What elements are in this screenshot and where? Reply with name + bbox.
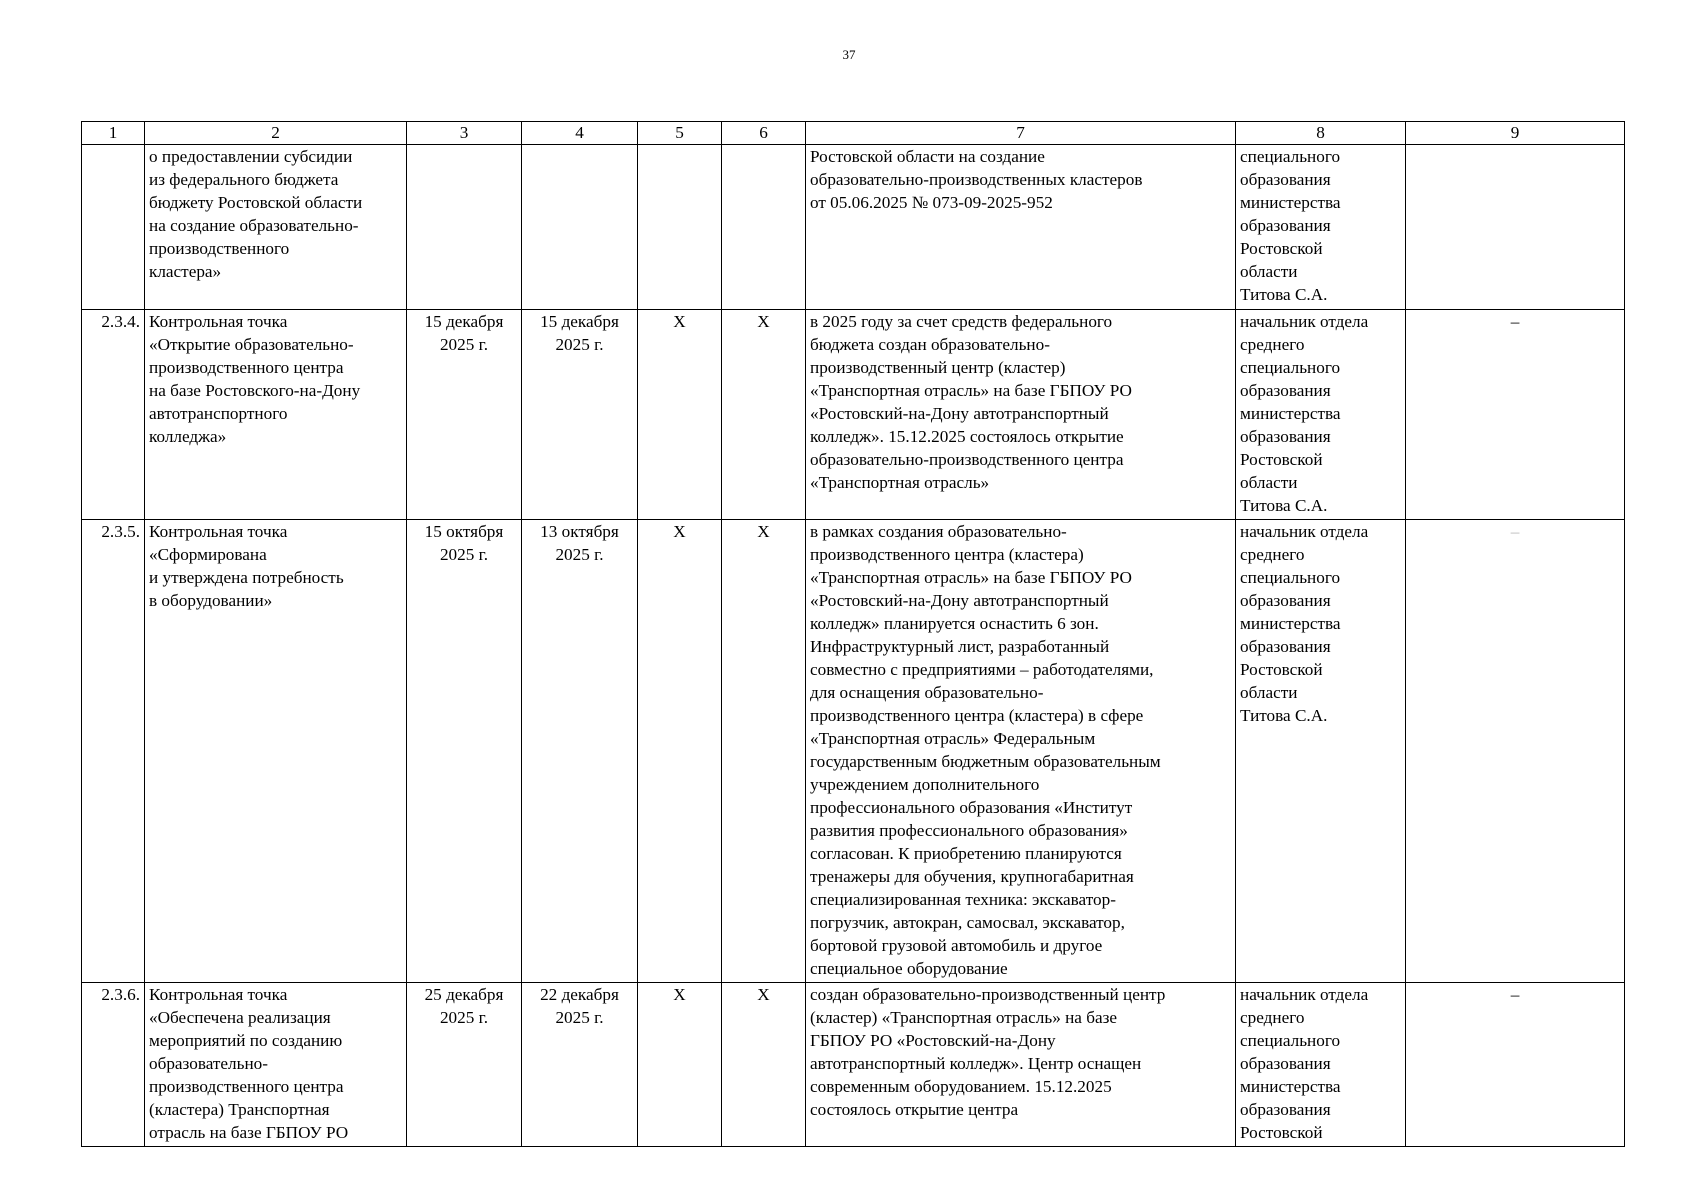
control-point-name: Контрольная точка «Обеспечена реализация мероприятий по созданию образовательно- производственного центра (кластера) Транспортная отрасль на базе ГБПОУ РО	[145, 983, 407, 1147]
actual-date: 15 декабря 2025 г.	[522, 310, 638, 520]
result-description: в рамках создания образовательно- производственного центра (кластера) «Транспортная отрасль» на базе ГБПОУ РО «Ростовский-на-Дону автотранспортный колледж» планируется оснастить 6 зон. Инфраструктурный лист, разработанный совместно с предприятиями – работодателями, для оснащения образовательно- производственного центра (кластера) в сфере «Транспортная отрасль» Федеральным государственным бюджетным образовательным учреждением дополнительного профессионального образования «Институт развития профессионального образования» согласован. К приобретению планируются тренажеры для обучения, крупногабаритная специализированная техника: экскаватор- погрузчик, автокран, самосвал, экскаватор, бортовой грузовой автомобиль и другое специальное оборудование	[806, 520, 1236, 983]
planned-date	[407, 145, 522, 310]
table-header-row	[82, 122, 1625, 145]
column-5-value: Х	[638, 310, 722, 520]
responsible-person: начальник отдела среднего специального образования министерства образования Ростовской области Титова С.А.	[1236, 310, 1406, 520]
column-number-2: 2	[145, 122, 407, 145]
column-9-value: –	[1406, 983, 1625, 1147]
table-row	[82, 520, 1625, 983]
row-number	[82, 145, 145, 310]
actual-date: 22 декабря 2025 г.	[522, 983, 638, 1147]
responsible-person: начальник отдела среднего специального образования министерства образования Ростовской области Титова С.А.	[1236, 520, 1406, 983]
control-point-name: Контрольная точка «Сформирована и утверждена потребность в оборудовании»	[145, 520, 407, 983]
column-number-1: 1	[82, 122, 145, 145]
column-5-value: Х	[638, 983, 722, 1147]
control-point-name: Контрольная точка «Открытие образовательно- производственного центра на базе Ростовского-на-Дону автотранспортного колледжа»	[145, 310, 407, 520]
actual-date: 13 октября 2025 г.	[522, 520, 638, 983]
column-5-value: Х	[638, 520, 722, 983]
table-row	[82, 310, 1625, 520]
column-number-7: 7	[806, 122, 1236, 145]
result-description: создан образовательно-производственный центр (кластер) «Транспортная отрасль» на базе ГБПОУ РО «Ростовский-на-Дону автотранспортный колледж». Центр оснащен современным оборудованием. 15.12.2025 состоялось открытие центра	[806, 983, 1236, 1147]
row-number: 2.3.5.	[82, 520, 145, 983]
column-6-value: Х	[722, 520, 806, 983]
page-number: 37	[842, 47, 856, 62]
row-number: 2.3.6.	[82, 983, 145, 1147]
actual-date	[522, 145, 638, 310]
column-9-value	[1406, 145, 1625, 310]
responsible-person: специального образования министерства образования Ростовской области Титова С.А.	[1236, 145, 1406, 310]
responsible-person: начальник отдела среднего специального образования министерства образования Ростовской	[1236, 983, 1406, 1147]
column-number-9: 9	[1406, 122, 1625, 145]
column-9-value: –	[1406, 310, 1625, 520]
column-5-value	[638, 145, 722, 310]
column-6-value	[722, 145, 806, 310]
column-6-value: Х	[722, 983, 806, 1147]
control-point-name: о предоставлении субсидии из федерального бюджета бюджету Ростовской области на создание образовательно- производственного кластера»	[145, 145, 407, 310]
table-row	[82, 983, 1625, 1147]
table-row	[82, 145, 1625, 310]
row-number: 2.3.4.	[82, 310, 145, 520]
result-description: в 2025 году за счет средств федерального бюджета создан образовательно- производственный центр (кластер) «Транспортная отрасль» на базе ГБПОУ РО «Ростовский-на-Дону автотранспортный колледж». 15.12.2025 состоялось открытие образовательно-производственного центра «Транспортная отрасль»	[806, 310, 1236, 520]
column-number-6: 6	[722, 122, 806, 145]
column-number-8: 8	[1236, 122, 1406, 145]
planned-date: 25 декабря 2025 г.	[407, 983, 522, 1147]
column-9-value: –	[1406, 520, 1625, 983]
column-number-4: 4	[522, 122, 638, 145]
planned-date: 15 декабря 2025 г.	[407, 310, 522, 520]
control-points-table	[81, 121, 1625, 1147]
result-description: Ростовской области на создание образовательно-производственных кластеров от 05.06.2025 № 073-09-2025-952	[806, 145, 1236, 310]
column-number-5: 5	[638, 122, 722, 145]
planned-date: 15 октября 2025 г.	[407, 520, 522, 983]
column-number-3: 3	[407, 122, 522, 145]
column-6-value: Х	[722, 310, 806, 520]
